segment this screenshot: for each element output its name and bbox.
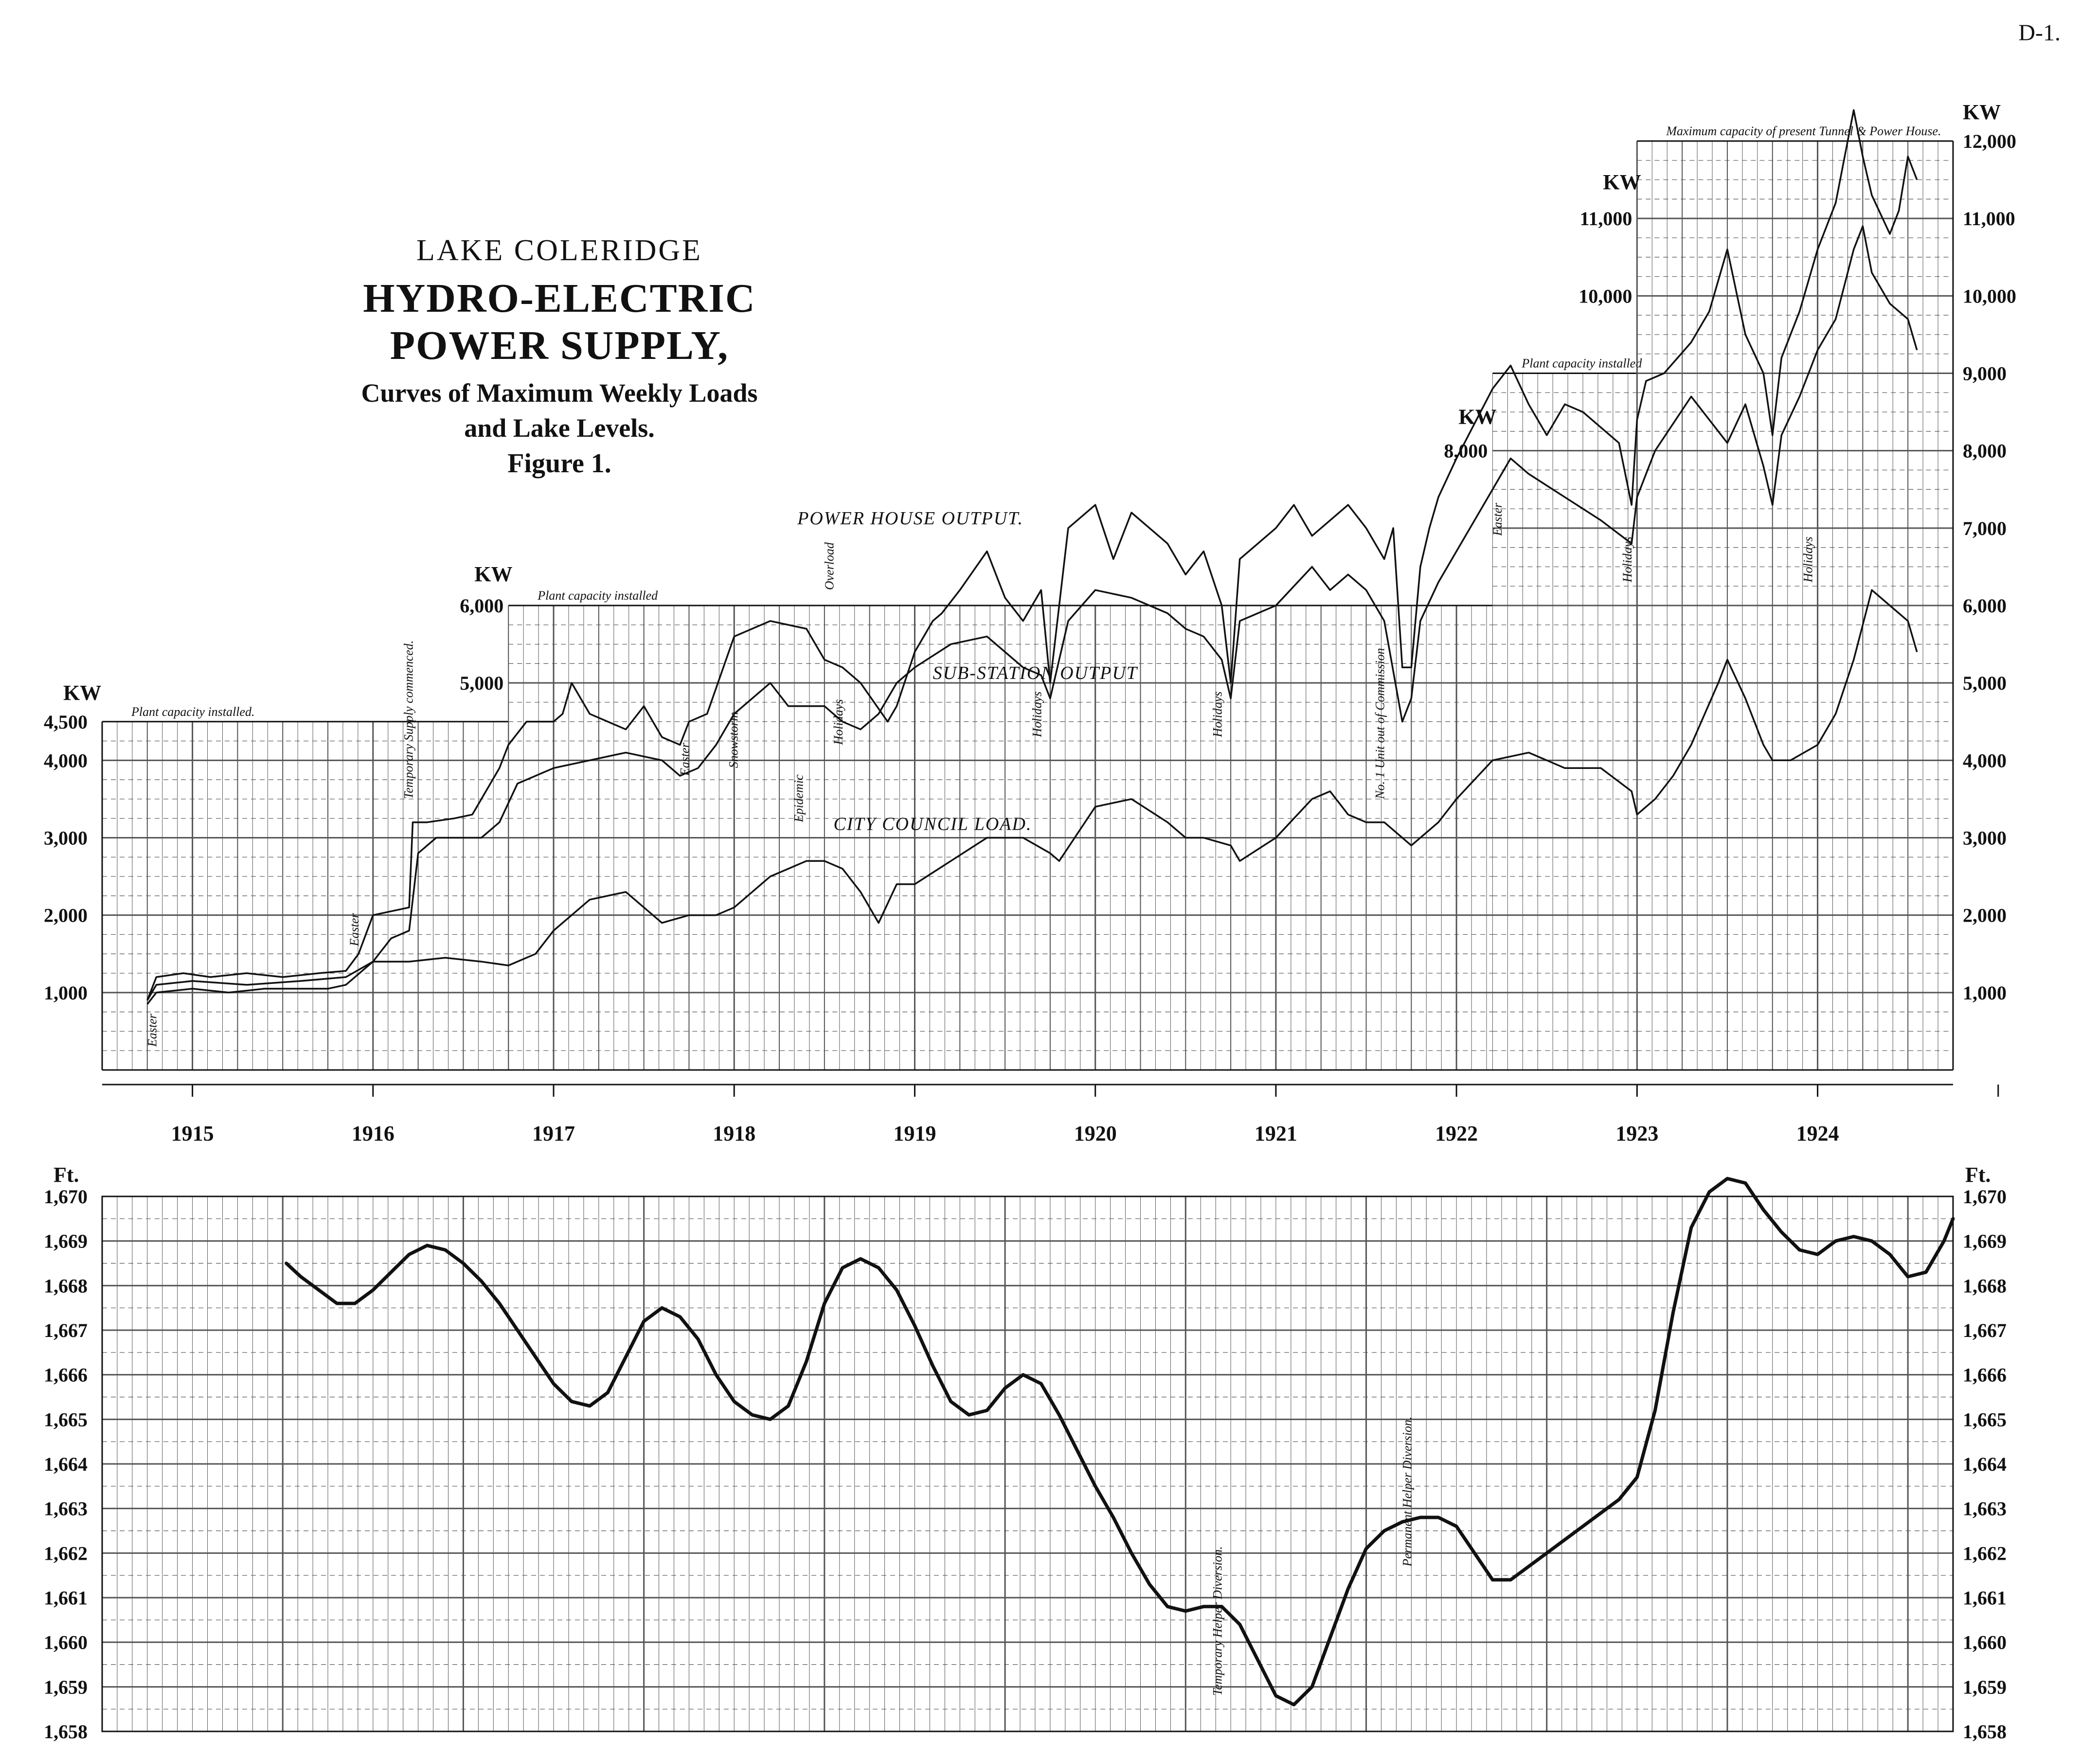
- y-tick-label: 1,662: [1963, 1542, 2007, 1565]
- series-line: [147, 110, 1917, 1000]
- y-tick-label: 12,000: [1963, 130, 2016, 152]
- annotation: Holidays: [1210, 691, 1225, 737]
- y-tick-label: 9,000: [1963, 362, 2007, 385]
- annotation: Holidays: [831, 699, 845, 745]
- y-tick-label: 1,000: [1963, 981, 2007, 1004]
- y-tick-label: 10,000: [1578, 285, 1632, 307]
- annotation: Temporary Supply commenced.: [401, 640, 416, 799]
- y-tick-label: 11,000: [1579, 208, 1632, 230]
- y-tick-label: 1,665: [44, 1408, 88, 1431]
- y-tick-label: 1,668: [1963, 1275, 2007, 1297]
- substation-label: SUB-STATION OUTPUT: [932, 663, 1138, 684]
- x-tick-label: 1923: [1615, 1122, 1659, 1145]
- power-house-label: POWER HOUSE OUTPUT.: [797, 508, 1023, 529]
- y-tick-label: 1,658: [44, 1721, 88, 1743]
- y-tick-label: 1,663: [1963, 1497, 2007, 1520]
- x-tick-label: 1920: [1074, 1122, 1117, 1145]
- capacity-label: Plant capacity installed: [1522, 356, 1642, 371]
- annotation: Epidemic: [791, 774, 806, 822]
- y-tick-label: 7,000: [1963, 517, 2007, 539]
- y-axis-title: KW: [1458, 405, 1497, 429]
- y-tick-label: 5,000: [460, 672, 504, 695]
- annotation: Easter: [347, 913, 362, 946]
- chart-subtitle-2: Curves of Maximum Weekly Loads: [361, 378, 758, 408]
- y-tick-label: 1,668: [44, 1275, 88, 1297]
- x-tick-label: 1915: [171, 1122, 214, 1145]
- x-tick-label: 1921: [1254, 1122, 1297, 1145]
- x-tick-label: 1922: [1435, 1122, 1478, 1145]
- y-tick-label: 1,670: [1963, 1186, 2007, 1208]
- y-tick-label: 3,000: [1963, 827, 2007, 849]
- y-axis-title: Ft.: [54, 1163, 79, 1187]
- y-tick-label: 1,669: [1963, 1230, 2007, 1252]
- annotation: Easter: [145, 1014, 160, 1047]
- y-axis-title: Ft.: [1965, 1163, 1991, 1187]
- capacity-label: Plant capacity installed: [538, 588, 658, 603]
- annotation: Holidays: [1801, 536, 1815, 583]
- y-tick-label: 1,659: [44, 1676, 88, 1698]
- annotation: Overload: [822, 542, 837, 590]
- y-tick-label: 1,667: [44, 1319, 88, 1341]
- y-axis-title: KW: [474, 562, 513, 586]
- x-tick-label: 1919: [893, 1122, 936, 1145]
- load-chart-grid: [102, 124, 1998, 1097]
- chart-title: LAKE COLERIDGE: [416, 234, 703, 267]
- y-tick-label: 2,000: [44, 904, 88, 927]
- figure-label: Figure 1.: [507, 448, 611, 479]
- series-line: [147, 226, 1917, 1004]
- y-axis-title: KW: [1603, 170, 1641, 195]
- capacity-label: Plant capacity installed.: [131, 704, 255, 719]
- y-axis-title: KW: [63, 680, 102, 705]
- y-tick-label: 1,662: [44, 1542, 88, 1565]
- capacity-label: Maximum capacity of present Tunnel & Power House.: [1666, 124, 1941, 138]
- y-tick-label: 6,000: [460, 595, 504, 617]
- y-tick-label: 1,661: [44, 1587, 88, 1609]
- y-axis-title: KW: [1963, 100, 2001, 124]
- annotation: Permanent Helper Diversion.: [1400, 1416, 1415, 1567]
- y-tick-label: 1,660: [1963, 1631, 2007, 1654]
- annotation: Holidays: [1620, 536, 1635, 583]
- y-tick-label: 1,670: [44, 1186, 88, 1208]
- y-tick-label: 1,659: [1963, 1676, 2007, 1698]
- y-tick-label: 11,000: [1963, 208, 2015, 230]
- y-tick-label: 1,000: [44, 981, 88, 1004]
- y-tick-label: 1,667: [1963, 1319, 2007, 1341]
- city-council-label: CITY COUNCIL LOAD.: [833, 814, 1032, 835]
- x-tick-label: 1918: [713, 1122, 756, 1145]
- y-tick-label: 8,000: [1444, 440, 1488, 462]
- annotation: Snowstorm: [726, 712, 741, 768]
- y-tick-label: 4,000: [1963, 749, 2007, 772]
- y-tick-label: 1,666: [1963, 1364, 2007, 1386]
- y-tick-label: 6,000: [1963, 595, 2007, 617]
- y-tick-label: 1,664: [44, 1453, 88, 1475]
- lake-chart-grid: [102, 1196, 1953, 1731]
- x-tick-label: 1924: [1796, 1122, 1839, 1145]
- y-tick-label: 5,000: [1963, 672, 2007, 695]
- y-tick-label: 1,665: [1963, 1408, 2007, 1431]
- x-tick-label: 1916: [351, 1122, 394, 1145]
- y-tick-label: 1,664: [1963, 1453, 2007, 1475]
- load-chart-series: [145, 110, 1917, 1047]
- annotation: Easter: [678, 743, 692, 776]
- x-tick-label: 1917: [532, 1122, 575, 1145]
- annotation: Easter: [1490, 502, 1505, 536]
- y-tick-label: 8,000: [1963, 440, 2007, 462]
- y-tick-label: 4,000: [44, 749, 88, 772]
- y-tick-label: 1,658: [1963, 1721, 2007, 1743]
- annotation: Holidays: [1030, 691, 1044, 737]
- y-tick-label: 10,000: [1963, 285, 2016, 307]
- y-tick-label: 1,663: [44, 1497, 88, 1520]
- annotation: No. 1 Unit out of Commission: [1373, 648, 1387, 799]
- plate-label: D-1.: [2018, 20, 2061, 46]
- chart-subtitle: HYDRO-ELECTRIC POWER SUPPLY,: [363, 276, 756, 368]
- y-tick-label: 1,660: [44, 1631, 88, 1654]
- annotation: Temporary Helper Diversion.: [1210, 1546, 1225, 1696]
- y-tick-label: 1,666: [44, 1364, 88, 1386]
- y-tick-label: 1,669: [44, 1230, 88, 1252]
- y-tick-label: 2,000: [1963, 904, 2007, 927]
- y-tick-label: 1,661: [1963, 1587, 2007, 1609]
- y-tick-label: 3,000: [44, 827, 88, 849]
- y-tick-label: 4,500: [44, 711, 88, 733]
- axis-labels: [44, 100, 2016, 1743]
- chart-subtitle-3: and Lake Levels.: [464, 413, 655, 443]
